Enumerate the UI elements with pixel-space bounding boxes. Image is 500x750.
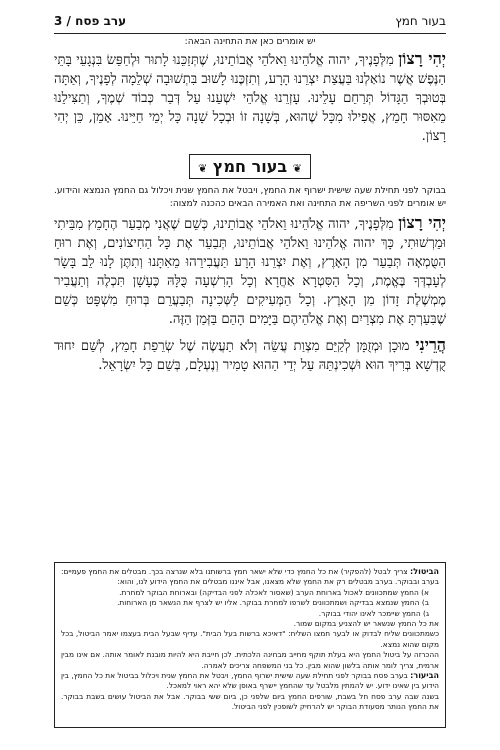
prayer3-lead: הֲרֵינִי: [415, 335, 446, 354]
main-content: [54, 36, 446, 375]
section-title: בעור חמץ: [212, 157, 288, 176]
ornament-icon: ❦: [198, 162, 208, 175]
notes-label-bitul: הביטול:: [410, 567, 439, 576]
notes-para-6: בשנה שבה ערב פסח חל בשבת, שורפים החמץ ביום שלפני כן, ביום ששי בבוקר. אבל את הביטול עושים בשבת בבוקר. את החמץ הנותר מסעודת הבוקר יש להרחיק לשופכין לפני הביטול.: [61, 691, 439, 712]
prayer1-intro: יש אומרים כאן את התחינה הבאה:: [184, 37, 316, 47]
header-rule: [54, 33, 446, 34]
notes-item-b: ב) החמץ שנמצא בבדיקה ושמתכוונים לשרפו למחרת בבוקר. אליו יש לצרף את הנשאר מן הארוחות.: [117, 598, 429, 608]
prayer3-text: מוּכָן וּמְזֻמָּן לְקַיֵּם מִצְוַת עֲשֵׂה וְלֹא תַעֲשֶׂה שֶׁל שְׂרֵפַת חָמֵץ, לְשֵׁם יִחוּד קֻדְשָׁא בְּרִיךְ הוּא וּשְׁכִינְתֵּהּ עַל יְדֵי הַהוּא טָמִיר וְנֶעְלָם, בְּשֵׁם כָּל יִשְׂרָאֵל.: [54, 339, 446, 373]
notes-label-biur: הביעור:: [410, 671, 439, 681]
notes-para-1: הביטול: צריך לבטל (להפקיר) את כל החמץ כדי שלא ישאר חמץ ברשותנו בלא שנרצה בכך. מבטלים את החמץ פעמיים: בערב ובבוקר. בערב מבטלים רק את החמץ שלא מצאנו, אבל איננו מבטלים את החמץ הידוע לנו, והוא:: [61, 567, 439, 587]
notes-para-4: ההכרזה על ביטול החמץ היא בעלת תוקף מחייב מבחינה הלכתית. לכן חייבת היא להיות מובנת לאומר אותה. אם אינו מבין ארמית, צריך לומר אותה בלשון שהוא מבין. כל בני המשפחה צריכים לאמרה.: [61, 650, 439, 670]
notes-item-a: א) החמץ שמתכוונים לאכול בארוחת הערב (שאסור לאכלה לפני הבדיקה) ובארוחת הבוקר למחרת.: [119, 587, 429, 597]
prayer3-paragraph: [54, 335, 446, 375]
prayer2-text: מִלְּפָנֶיךָ, יהוה אֱלֹהֵינוּ וֵאלֹהֵי אֲבוֹתֵינוּ, כְּשֵׁם שֶׁאֲנִי מְבַעֵר הֶחָמֵץ מִבֵּיתִי וּמֵרְשׁוּתִי, כָּךְ יהוה אֱלֹהֵינוּ וֵאלֹהֵי אֲבוֹתֵינוּ, תְּבַעֵר אֶת כָּל הַחִיצוֹנִים, וְאֶת רוּחַ הַטֻּמְאָה תְּבַעֵר מִן הָאָרֶץ, וְאֶת יִצְרֵנוּ הָרָע תַּעֲבִירֵהוּ מֵאִתָּנוּ וְתִתֶּן לָנוּ לֵב בָּשָׂר לְעָבְדְּךָ בֶּאֱמֶת, וְכָל הַסִּטְרָא אַחֲרָא וְכָל הָרִשְׁעָה כֻּלָּהּ כֶּעָשָׁן תִּכְלֶה וְתַעֲבִיר מֶמְשֶׁלֶת זָדוֹן מִן הָאָרֶץ. וְכָל הַמְּעִיקִים לַשְּׁכִינָה תְּבַעֲרֵם בְּרוּחַ מִשְׁפָּט כְּשֵׁם שֶׁבִּעַרְתָּ אֶת מִצְרַיִם וְאֶת אֱלֹהֵיהֶם בַּיָּמִים הָהֵם בַּזְּמַן הַזֶּה.: [54, 217, 446, 327]
page-header: [54, 14, 446, 32]
running-title: בעור חמץ: [395, 14, 446, 28]
prayer1-paragraph: [54, 49, 446, 146]
prayer2-paragraph: [54, 213, 446, 329]
instructions-text: בבוקר לפני תחילת שעה שישית ישרוף את החמץ, ויבטל את החמץ שנית ויכלול גם החמץ הנמצא והידוע. יש אומרים לפני השריפה את התחינה ואת האמירה הבאים כהכנה למצוה:: [54, 186, 446, 209]
prayer1-text: מִלְּפָנֶיךָ, יהוה אֱלֹהֵינוּ וֵאלֹהֵי אֲבוֹתֵינוּ, שֶׁתְּזַכֵּנוּ לָתוּר וּלְחַפֵּשׂ בִּנְגָעֵי בָּתֵּי הַנֶּפֶשׁ אֲשֶׁר נוֹאַלְנוּ בַּעֲצַת יִצְרֵנוּ הָרָע, וְתִזְכֶּנוּ לָשׁוּב בִּתְשׁוּבָה שְׁלֵמָה לְפָנֶיךָ, וְאַתָּה בְּטוּבְךָ הַגָּדוֹל תְּרַחֵם עָלֵינוּ. עָזְרֵנוּ אֱלֹהֵי יִשְׁעֵנוּ עַל דְּבַר כְּבוֹד שְׁמֶךָ, וְתַצִּילֵנוּ מֵאִסּוּר חָמֵץ, אֲפִילוּ מִכָּל שֶׁהוּא, בְּשָׁנָה זוֹ וּבְכָל שָׁנָה כָּל יְמֵי חַיֵּינוּ. אָמֵן, כֵּן יְהִי רָצוֹן.: [54, 53, 446, 144]
ornament-icon: ❦: [292, 162, 302, 175]
prayer1-lead: יְהִי רָצוֹן: [398, 49, 446, 68]
section-title-box: [189, 154, 311, 179]
notes-para-2: את כל החמץ שנשאר יש להצניע במקום שמור.: [293, 619, 439, 629]
page-number-title: ערב פסח / 3: [54, 14, 127, 28]
halacha-notes-box: [54, 562, 446, 728]
notes-para-5: הביעור: בערב פסח בבוקר לפני תחילת שעה שישית ישרוף החמץ, ויבטל את החמץ שנית ויכלול בביטול את כל החמץ, בין הידוע בין שאינו ידוע. יש להמתין מלבטל עד שהחמץ יישרף באופן שלא יהא ראוי למאכל.: [61, 671, 439, 691]
notes-para-3: כשמתכוונים שליח לבדוק או לבער חמצו השליח: "דאיכא ברשות בעל הבית". עדיף שבעל הבית בעצמו יאמר הביטול, בכל מקום שהוא נמצא.: [61, 629, 439, 649]
prayer2-lead: יְהִי רָצוֹן: [398, 213, 446, 232]
notes-item-c: ג) החמץ שיימכר לאינו יהודי בבוקר.: [318, 608, 429, 618]
